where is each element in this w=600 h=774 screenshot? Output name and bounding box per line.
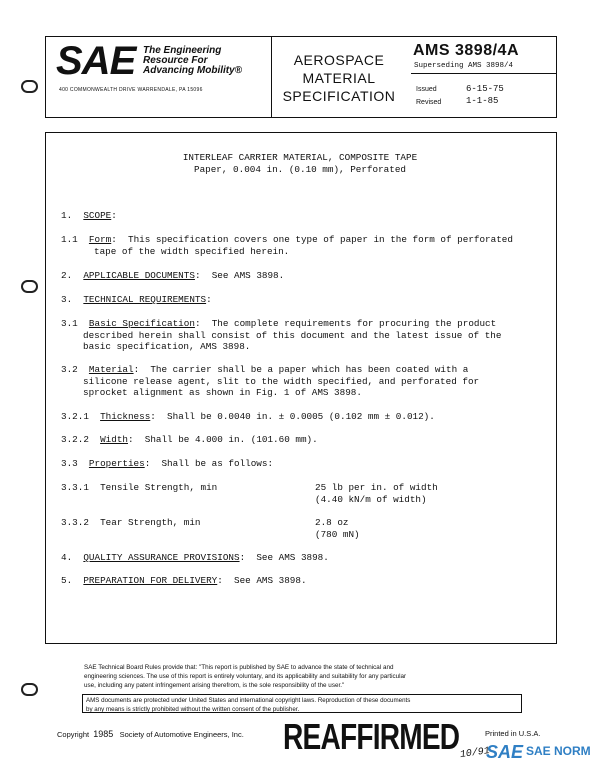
section-2: 2. APPLICABLE DOCUMENTS: See AMS 3898. (61, 270, 285, 281)
sae-address: 400 COMMONWEALTH DRIVE WARRENDALE, PA 15096 (59, 87, 203, 93)
tensile-strength-value: 25 lb per in. of width (4.40 kN/m of width) (315, 482, 438, 505)
revised-label: Revised (416, 99, 442, 106)
sae-logo: SAE (56, 39, 136, 83)
section-3-2-1: 3.2.1 Thickness: Shall be 0.0040 in. ± 0.0005 (0.102 mm ± 0.012). (61, 411, 435, 422)
header-divider (271, 37, 272, 117)
reaffirmed-stamp: REAFFIRMED (283, 716, 460, 757)
spec-type-title: AEROSPACE MATERIAL SPECIFICATION (282, 52, 396, 104)
header-box (45, 36, 557, 118)
section-3: 3. TECHNICAL REQUIREMENTS: (61, 294, 212, 305)
revised-date: 1-1-85 (466, 96, 499, 106)
section-3-3-1: 3.3.1 Tensile Strength, min (61, 482, 218, 493)
printed-in: Printed in U.S.A. (485, 729, 541, 738)
punch-hole-icon (21, 683, 38, 696)
doc-title: INTERLEAF CARRIER MATERIAL, COMPOSITE TAPE (182, 152, 418, 163)
board-rules: SAE Technical Board Rules provide that: "This report is published by SAE to advance the state of technical and engineering sciences. The use of this report is entirely voluntary, and its applicability and suitability for any particular use, including any patent infringement arising therefrom, is the sole responsibility of the user." (84, 664, 407, 689)
copyright-notice-box: AMS documents are protected under United States and international copyright laws. Reproduction of these documents by any means is strictly prohibited without the written consent of the publisher. (82, 694, 522, 713)
section-3-2: 3.2 Material: The carrier shall be a paper which has been coated with a silicone release agent, slit to the width specified, and perforated for sprocket alignment as shown in Fig. 1 of AMS 3898. (61, 364, 480, 398)
section-3-2-2: 3.2.2 Width: Shall be 4.000 in. (101.60 mm). (61, 434, 318, 445)
sae-norm-logo-icon: SAE (486, 742, 524, 762)
section-5: 5. PREPARATION FOR DELIVERY: See AMS 3898. (61, 575, 307, 586)
punch-hole-icon (21, 80, 38, 93)
sae-norm-watermark: SAE NORM (526, 744, 591, 758)
copyright-line: Copyright 1985 Society of Automotive Engineers, Inc. (57, 729, 244, 739)
section-3-3: 3.3 Properties: Shall be as follows: (61, 458, 274, 469)
doc-subtitle: Paper, 0.004 in. (0.10 mm), Perforated (193, 164, 406, 175)
sae-tagline: The Engineering Resource For Advancing Mobility® (143, 45, 243, 76)
section-4: 4. QUALITY ASSURANCE PROVISIONS: See AMS 3898. (61, 552, 329, 563)
handwritten-date: 10/91 (459, 745, 491, 762)
tear-strength-value: 2.8 oz (780 mN) (315, 517, 360, 540)
doc-number-rule (411, 73, 556, 74)
doc-number: AMS 3898/4A (413, 42, 519, 59)
issued-label: Issued (416, 86, 437, 93)
section-3-3-2: 3.3.2 Tear Strength, min (61, 517, 201, 528)
punch-hole-icon (21, 280, 38, 293)
issued-date: 6-15-75 (466, 84, 504, 94)
section-1-1: 1.1 Form: This specification covers one type of paper in the form of perforated tape of the width specified herein. (61, 234, 513, 257)
section-1: 1. SCOPE: (61, 210, 117, 221)
section-3-1: 3.1 Basic Specification: The complete requirements for procuring the product described herein shall consist of this document and the latest issue of the basic specification, AMS 3898. (61, 318, 502, 352)
superseding: Superseding AMS 3898/4 (414, 62, 514, 70)
